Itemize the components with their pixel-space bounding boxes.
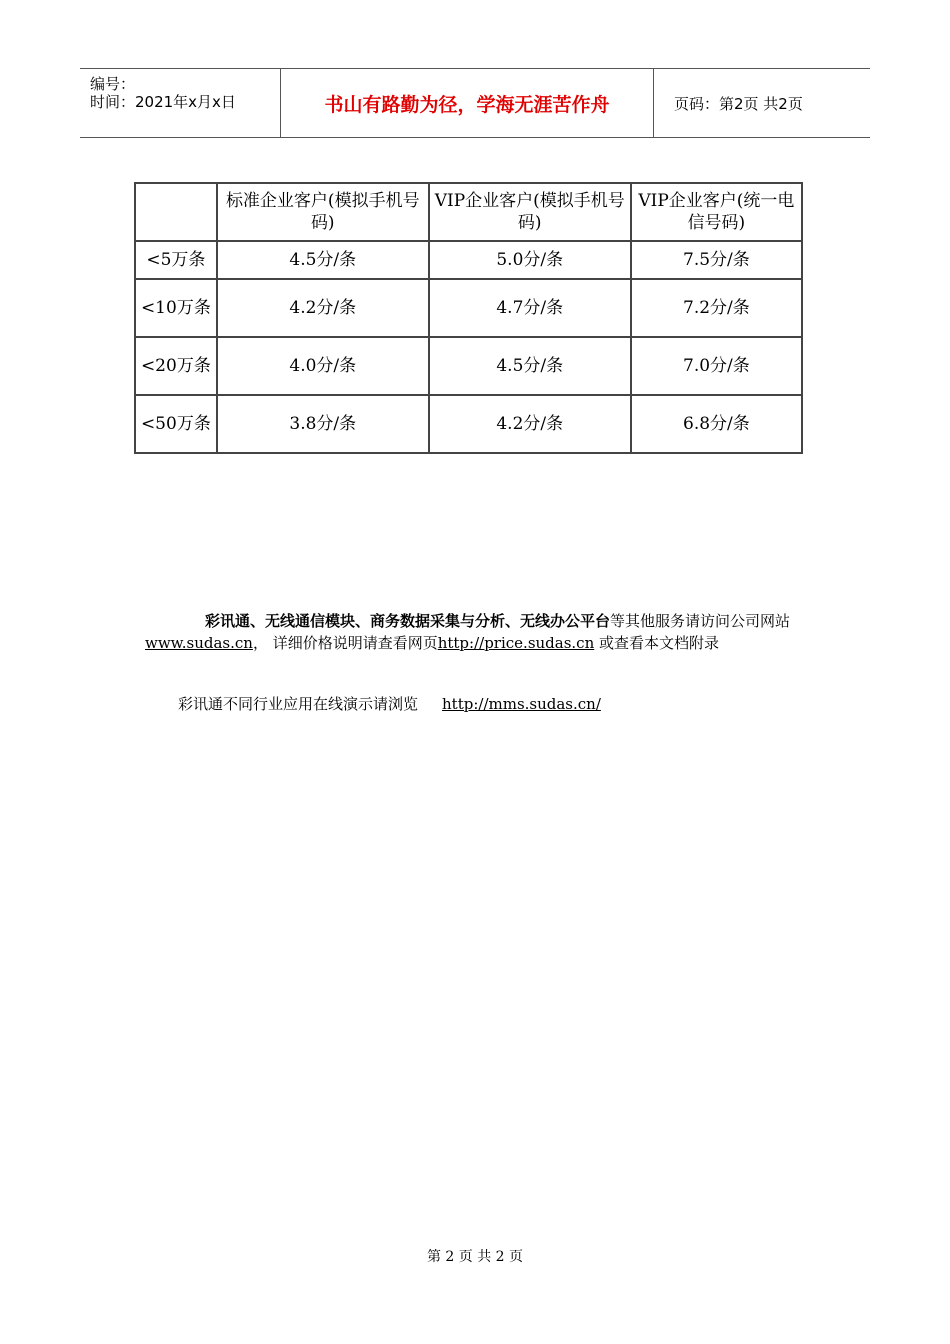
header-page-number: 页码：第2页 共2页	[674, 94, 803, 113]
table-cell: 4.7分/条	[430, 280, 632, 338]
demo-link[interactable]: http://mms.sudas.cn/	[442, 695, 601, 713]
table-row	[136, 242, 801, 280]
page-header	[80, 68, 870, 138]
row-label: <20万条	[136, 338, 218, 396]
demo-text: 彩讯通不同行业应用在线演示请浏览	[178, 695, 419, 713]
price-intro-text: ， 详细价格说明请查看网页	[252, 634, 438, 652]
doc-date-label: 时间：2021年x月x日	[90, 93, 236, 111]
header-meta	[80, 69, 281, 137]
row-label: <5万条	[136, 242, 218, 280]
table-cell: 7.0分/条	[632, 338, 801, 396]
table-cell: 3.8分/条	[218, 396, 430, 452]
table-header-cell: 标准企业客户(模拟手机号码)	[218, 184, 430, 242]
table-cell: 4.5分/条	[430, 338, 632, 396]
row-label: <50万条	[136, 396, 218, 452]
services-text: 等其他服务请访问公司网站	[610, 612, 791, 630]
table-cell: 7.5分/条	[632, 242, 801, 280]
header-motto: 书山有路勤为径，学海无涯苦作舟	[324, 93, 610, 116]
services-bold-text: 彩讯通、无线通信模块、商务数据采集与分析、无线办公平台	[205, 612, 611, 630]
doc-number-label: 编号：	[90, 75, 136, 93]
header-motto-cell	[281, 69, 654, 137]
company-site-link[interactable]: www.sudas.cn	[145, 634, 253, 652]
table-row	[136, 338, 801, 396]
row-label: <10万条	[136, 280, 218, 338]
table-cell: 4.5分/条	[218, 242, 430, 280]
table-cell: 5.0分/条	[430, 242, 632, 280]
table-cell: 7.2分/条	[632, 280, 801, 338]
price-table	[134, 182, 803, 454]
table-row	[136, 396, 801, 452]
table-cell: 4.2分/条	[430, 396, 632, 452]
table-cell: 6.8分/条	[683, 414, 750, 434]
table-header-cell: VIP企业客户(统一电信号码)	[632, 184, 801, 242]
appendix-text: 或查看本文档附录	[594, 634, 720, 652]
table-row	[136, 280, 801, 338]
page-footer: 第 2 页 共 2 页	[426, 1249, 524, 1265]
table-cell: 4.2分/条	[218, 280, 430, 338]
services-paragraph	[145, 610, 805, 654]
table-cell: 4.0分/条	[218, 338, 430, 396]
table-header-cell: VIP企业客户(模拟手机号码)	[430, 184, 632, 242]
header-page-cell	[664, 69, 870, 137]
table-corner-cell	[136, 184, 218, 242]
price-page-link[interactable]: http://price.sudas.cn	[437, 634, 595, 652]
demo-paragraph	[178, 693, 601, 715]
table-header-row	[136, 184, 801, 242]
